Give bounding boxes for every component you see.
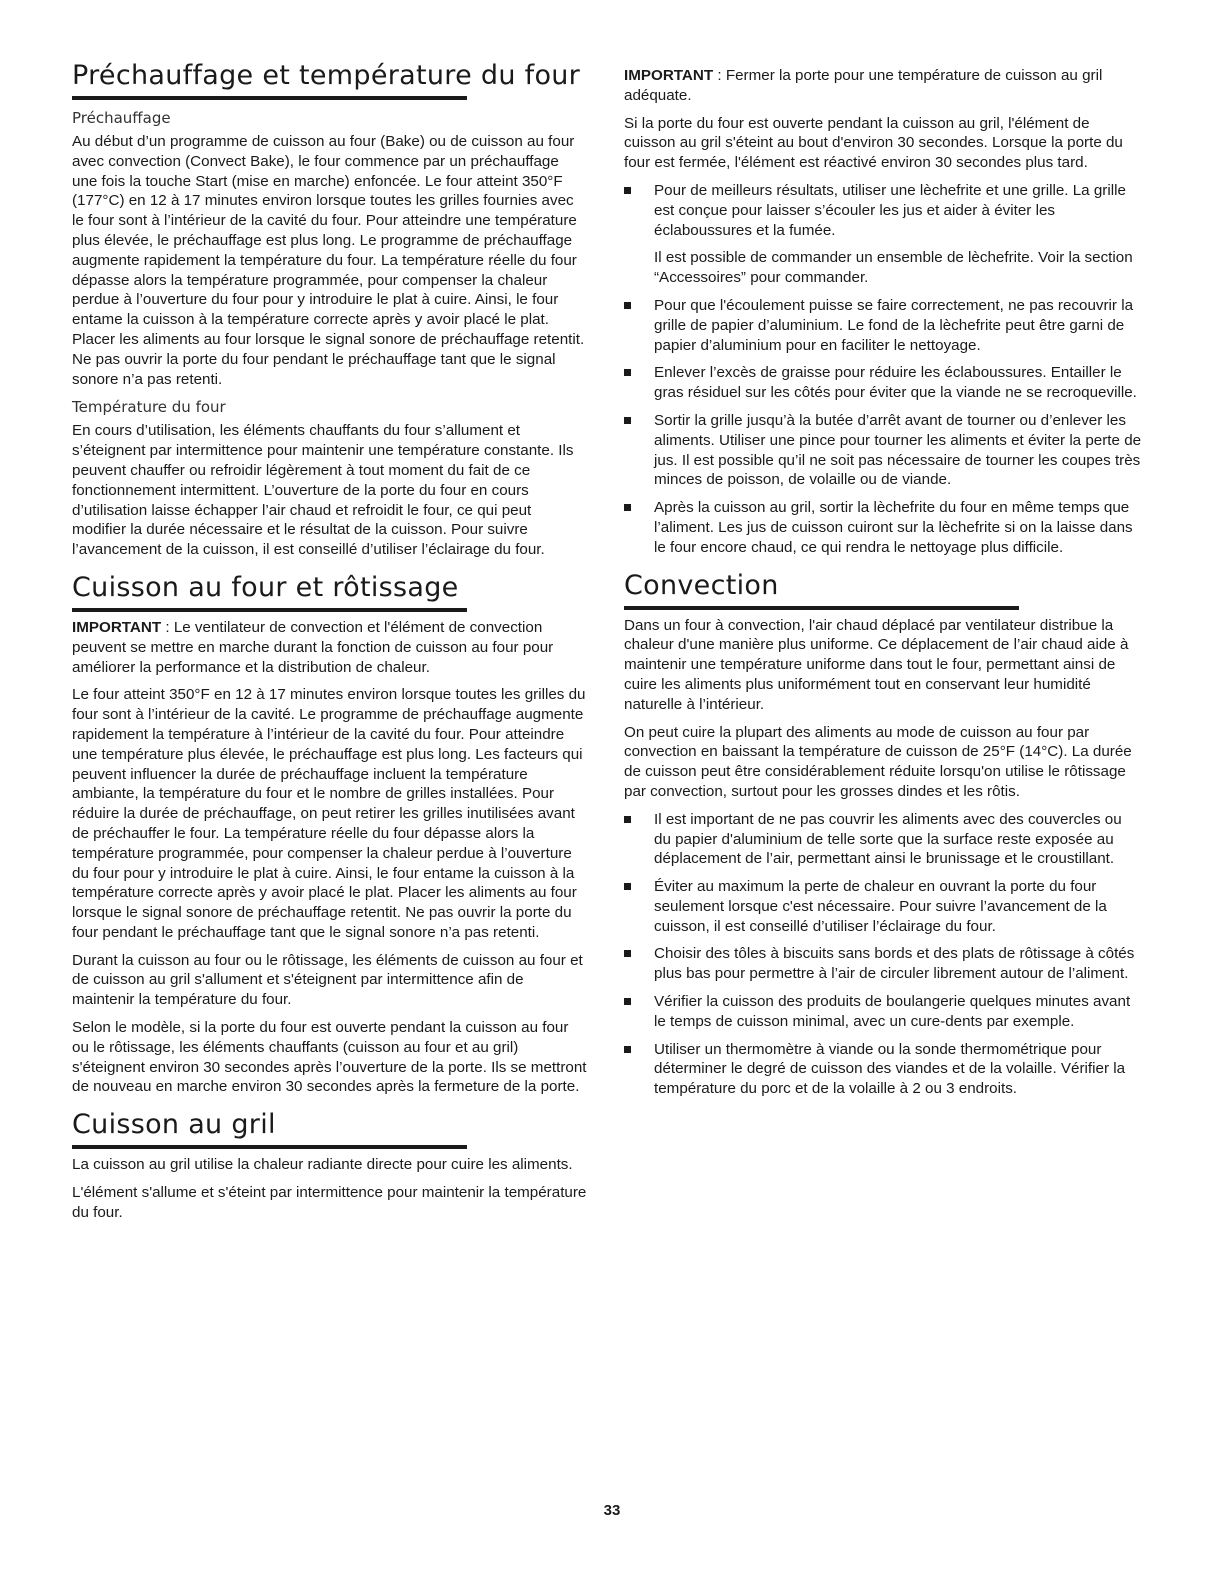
bullet-square-icon: [624, 417, 631, 424]
right-column: [624, 66, 1142, 1109]
important-text: : Fermer la porte pour une température de cuisson au gril adéquate.: [624, 67, 1103, 104]
list-item: Choisir des tôles à biscuits sans bords et des plats de rôtissage à côtés plus bas pour permettre à l’air de circuler librement autour de l’aliment.: [624, 944, 1142, 984]
bullet-list: [624, 181, 1142, 240]
subtitle-oven-temp: Température du four: [72, 398, 226, 417]
page-number: 33: [603, 1502, 621, 1519]
bullet-square-icon: [624, 369, 631, 376]
section-bake: [72, 570, 588, 1097]
paragraph-indented: Il est possible de commander un ensemble de lèchefrite. Voir la section “Accessoires” pour commander.: [654, 249, 1133, 287]
important-text: : Le ventilateur de convection et l'élément de convection peuvent se mettre en marche durant la fonction de cuisson au four pour améliorer la performance et la distribution de chaleur.: [72, 618, 554, 676]
section-title-convection: Convection: [624, 569, 779, 601]
paragraph: La cuisson au gril utilise la chaleur radiante directe pour cuire les aliments.: [72, 1156, 573, 1174]
bullet-square-icon: [624, 816, 631, 823]
bullet-square-icon: [624, 302, 631, 309]
bullet-list: [624, 296, 1142, 558]
paragraph: Durant la cuisson au four ou le rôtissage, les éléments de cuisson au four et de cuisson au gril s'allument et s'éteignent par intermittence afin de maintenir la température du four.: [72, 951, 583, 1009]
important-label: IMPORTANT: [624, 67, 714, 84]
paragraph: Selon le modèle, si la porte du four est ouverte pendant la cuisson au four ou le rôtissage, les éléments chauffants (cuisson au four et au gril) s'éteignent environ 30 secondes après l’ouverture de la porte. Ils se mettront de nouveau en marche environ 30 secondes après la fermeture de la porte.: [72, 1019, 587, 1096]
section-title-preheat: Préchauffage et température du four: [72, 60, 581, 91]
title-rule: [624, 606, 1019, 610]
list-item: Vérifier la cuisson des produits de boulangerie quelques minutes avant le temps de cuisson minimal, avec un cure-dents par exemple.: [624, 992, 1142, 1032]
bullet-square-icon: [624, 187, 631, 194]
bullet-square-icon: [624, 1046, 631, 1053]
list-item: Pour de meilleurs résultats, utiliser une lèchefrite et une grille. La grille est conçue pour laisser s’écouler les jus et aider à éviter les éclaboussures et la fumée.: [624, 181, 1142, 240]
paragraph: Le four atteint 350°F en 12 à 17 minutes environ lorsque toutes les grilles du four sont à l’intérieur de la cavité. Le programme de préchauffage augmente rapidement la température à l’intérieur de la cavité du four. Pour atteindre une température plus élevée, le préchauffage est plus long. Les facteurs qui peuvent influencer la durée de préchauffage incluent la température ambiante, la température du four et le nombre de grilles installées. Pour réduire la durée de préchauffage, on peut retirer les grilles inutilisées avant de préchauffer le four. La température réelle du four dépasse alors la température programmée, pour compenser la chaleur perdue à l’ouverture du four pour y introduire le plat à cuire. Ainsi, le four entame la cuisson à la température correcte après y avoir placé le plat. Placer les aliments au four lorsque le signal sonore de préchauffage retentit. Ne pas ouvrir la porte du four pendant le préchauffage tant que le signal sonore n’a pas retenti.: [72, 686, 586, 941]
paragraph: En cours d’utilisation, les éléments chauffants du four s’allument et s’éteignent par intermittence pour maintenir une température constante. Ils peuvent chauffer ou refroidir légèrement à tout moment du fait de ce fonctionnement intermittent. L’ouverture de la porte du four en cours d’utilisation laisse échapper l’air chaud et refroidit le four, ce qui peut modifier la durée nécessaire et le résultat de la cuisson. Pour suivre l’avancement de la cuisson, il est conseillé d’utiliser l’éclairage du four.: [72, 422, 574, 559]
left-column: [72, 58, 588, 1233]
section-broil: [72, 1107, 588, 1222]
title-rule: [72, 1145, 467, 1149]
paragraph: L'élément s'allume et s'éteint par intermittence pour maintenir la température du four.: [72, 1184, 587, 1221]
list-item: Pour que l'écoulement puisse se faire correctement, ne pas recouvrir la grille de papier d’aluminium. Le fond de la lèchefrite peut être garni de papier d’aluminium pour en faciliter le nettoyage.: [624, 296, 1142, 355]
section-title-broil: Cuisson au gril: [72, 1109, 276, 1141]
bullet-square-icon: [624, 504, 631, 511]
title-rule: [72, 96, 467, 100]
list-item: Il est important de ne pas couvrir les aliments avec des couvercles ou du papier d'aluminium de telle sorte que la surface reste exposée au déplacement de l’air, permettant ainsi le brunissage et le croustillant.: [624, 810, 1142, 869]
subtitle-preheat: Préchauffage: [72, 109, 171, 127]
paragraph: Dans un four à convection, l'air chaud déplacé par ventilateur distribue la chaleur d'une manière plus uniforme. Ce déplacement de l’air chaud aide à maintenir une température uniforme dans tout le four, permettant ainsi de cuire les aliments plus uniformément tout en conservant leur humidité naturelle à l’intérieur.: [624, 616, 1129, 713]
paragraph: Au début d’un programme de cuisson au four (Bake) ou de cuisson au four avec convection (Convect Bake), le four commence par un préchauffage une fois la touche Start (mise en marche) enfoncée. Le four atteint 350°F (177°C) en 12 à 17 minutes environ lorsque toutes les grilles fournies avec le four sont à l’intérieur de la cavité du four. Pour atteindre une température plus élevée, le préchauffage est plus long. Le programme de préchauffage augmente rapidement la température du four. La température réelle du four dépasse alors la température programmée, pour compenser la chaleur perdue à l’ouverture du four pour y introduire le plat à cuire. Ainsi, le four entame la cuisson à la température correcte après y avoir placé le plat. Placer les aliments au four lorsque le signal sonore de préchauffage retentit. Ne pas ouvrir la porte du four pendant le préchauffage tant que le signal sonore n’a pas retenti.: [72, 133, 585, 388]
bullet-square-icon: [624, 950, 631, 957]
paragraph: On peut cuire la plupart des aliments au mode de cuisson au four par convection en baissant la température de cuisson de 25°F (14°C). La durée de cuisson peut être considérablement réduite lorsqu'on utilise le rôtissage par convection, surtout pour les grosses dindes et les rôtis.: [624, 723, 1132, 800]
important-label: IMPORTANT: [72, 618, 162, 636]
title-rule: [72, 608, 467, 612]
section-convection: [624, 568, 1142, 1100]
bullet-square-icon: [624, 998, 631, 1005]
important-note: [72, 618, 588, 677]
section-title-bake: Cuisson au four et rôtissage: [72, 571, 459, 603]
list-item: Après la cuisson au gril, sortir la lèchefrite du four en même temps que l’aliment. Les jus de cuisson cuiront sur la lèchefrite si on la laisse dans le four encore chaud, ce qui rendra le nettoyage plus difficile.: [624, 498, 1142, 557]
paragraph: Si la porte du four est ouverte pendant la cuisson au gril, l'élément de cuisson au gril s'éteint au bout d'environ 30 secondes. Lorsque la porte du four est fermée, l'élément est réactivé environ 30 secondes plus tard.: [624, 114, 1123, 172]
bullet-list: [624, 810, 1142, 1099]
important-note: [624, 66, 1142, 106]
list-item: Sortir la grille jusqu’à la butée d’arrêt avant de tourner ou d’enlever les aliments. Utiliser une pince pour tourner les aliments et éviter la perte de jus. Il est possible qu’il ne soit pas nécessaire de tourner les coupes très minces de poisson, de volaille ou de viande.: [624, 411, 1142, 490]
list-item: Éviter au maximum la perte de chaleur en ouvrant la porte du four seulement lorsque c'est nécessaire. Pour suivre l’avancement de la cuisson, il est conseillé d’utiliser l’éclairage du four.: [624, 877, 1142, 936]
list-item: Enlever l’excès de graisse pour réduire les éclaboussures. Entailler le gras résiduel sur les côtés pour éviter que la viande ne se recroqueville.: [624, 363, 1142, 403]
bullet-square-icon: [624, 883, 631, 890]
section-preheat: [72, 58, 588, 560]
list-item: Utiliser un thermomètre à viande ou la sonde thermométrique pour déterminer le degré de cuisson des viandes et de la volaille. Vérifier la température du porc et de la volaille à 2 ou 3 endroits.: [624, 1040, 1142, 1099]
section-broil-continued: [624, 66, 1142, 558]
